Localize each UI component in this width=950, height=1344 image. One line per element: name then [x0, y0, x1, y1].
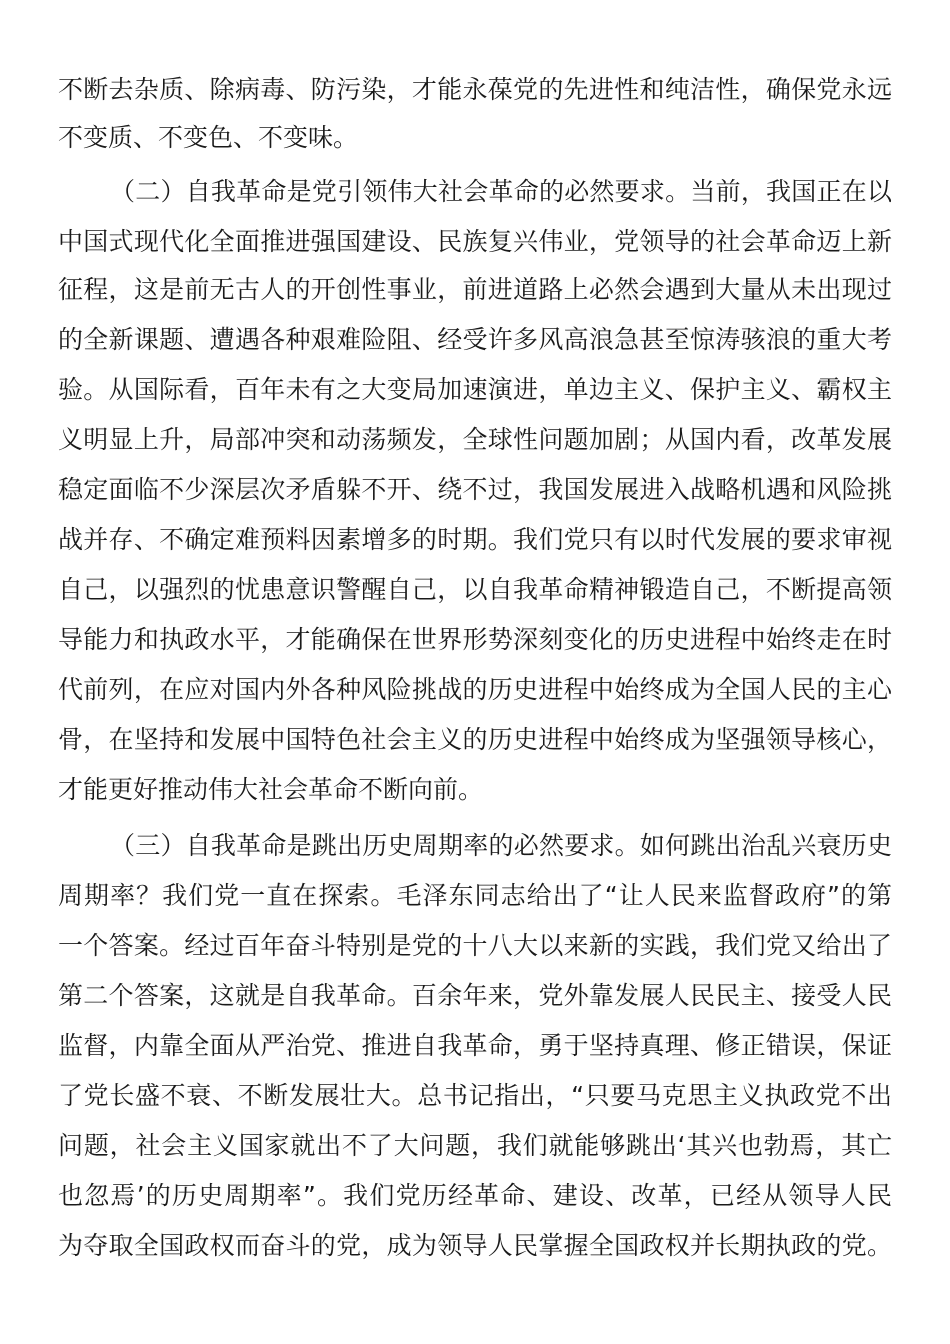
text-line-23: 也忽焉’的历史周期率”。我们党历经革命、建设、改革，已经从领导人民 — [58, 1181, 892, 1210]
text-line-21: 了党长盛不衰、不断发展壮大。总书记指出，“只要马克思主义执政党不出 — [58, 1081, 892, 1110]
text-line-2: 不变质、不变色、不变味。 — [58, 123, 359, 152]
text-line-3-paragraph-start: （二）自我革命是党引领伟大社会革命的必然要求。当前，我国正在以 — [110, 177, 892, 206]
text-line-14: 骨，在坚持和发展中国特色社会主义的历史进程中始终成为坚强领导核心， — [58, 725, 892, 754]
text-line-1: 不断去杂质、除病毒、防污染，才能永葆党的先进性和纯洁性，确保党永远 — [58, 75, 892, 104]
text-line-13: 代前列，在应对国内外各种风险挑战的历史进程中始终成为全国人民的主心 — [58, 675, 892, 704]
text-line-16-paragraph-start: （三）自我革命是跳出历史周期率的必然要求。如何跳出治乱兴衰历史 — [110, 831, 892, 860]
text-line-20: 监督，内靠全面从严治党、推进自我革命，勇于坚持真理、修正错误，保证 — [58, 1031, 892, 1060]
text-line-5: 征程，这是前无古人的开创性事业，前进道路上必然会遇到大量从未出现过 — [58, 275, 892, 304]
text-line-19: 第二个答案，这就是自我革命。百余年来，党外靠发展人民民主、接受人民 — [58, 981, 892, 1010]
text-line-4: 中国式现代化全面推进强国建设、民族复兴伟业，党领导的社会革命迈上新 — [58, 227, 892, 256]
text-line-11: 自己，以强烈的忧患意识警醒自己，以自我革命精神锻造自己，不断提高领 — [58, 575, 892, 604]
text-line-24: 为夺取全国政权而奋斗的党，成为领导人民掌握全国政权并长期执政的党。 — [58, 1231, 892, 1260]
text-line-18: 一个答案。经过百年奋斗特别是党的十八大以来新的实践，我们党又给出了 — [58, 931, 892, 960]
text-line-6: 的全新课题、遭遇各种艰难险阻、经受许多风高浪急甚至惊涛骇浪的重大考 — [58, 325, 892, 354]
text-line-12: 导能力和执政水平，才能确保在世界形势深刻变化的历史进程中始终走在时 — [58, 625, 892, 654]
text-line-7: 验。从国际看，百年未有之大变局加速演进，单边主义、保护主义、霸权主 — [58, 375, 892, 404]
text-line-9: 稳定面临不少深层次矛盾躲不开、绕不过，我国发展进入战略机遇和风险挑 — [58, 475, 892, 504]
text-line-8: 义明显上升，局部冲突和动荡频发，全球性问题加剧；从国内看，改革发展 — [58, 425, 892, 454]
text-line-17: 周期率？我们党一直在探索。毛泽东同志给出了“让人民来监督政府”的第 — [58, 881, 892, 910]
text-line-22: 问题，社会主义国家就出不了大问题，我们就能够跳出‘其兴也勃焉，其亡 — [58, 1131, 892, 1160]
text-line-15: 才能更好推动伟大社会革命不断向前。 — [58, 775, 484, 804]
text-line-10: 战并存、不确定难预料因素增多的时期。我们党只有以时代发展的要求审视 — [58, 525, 892, 554]
